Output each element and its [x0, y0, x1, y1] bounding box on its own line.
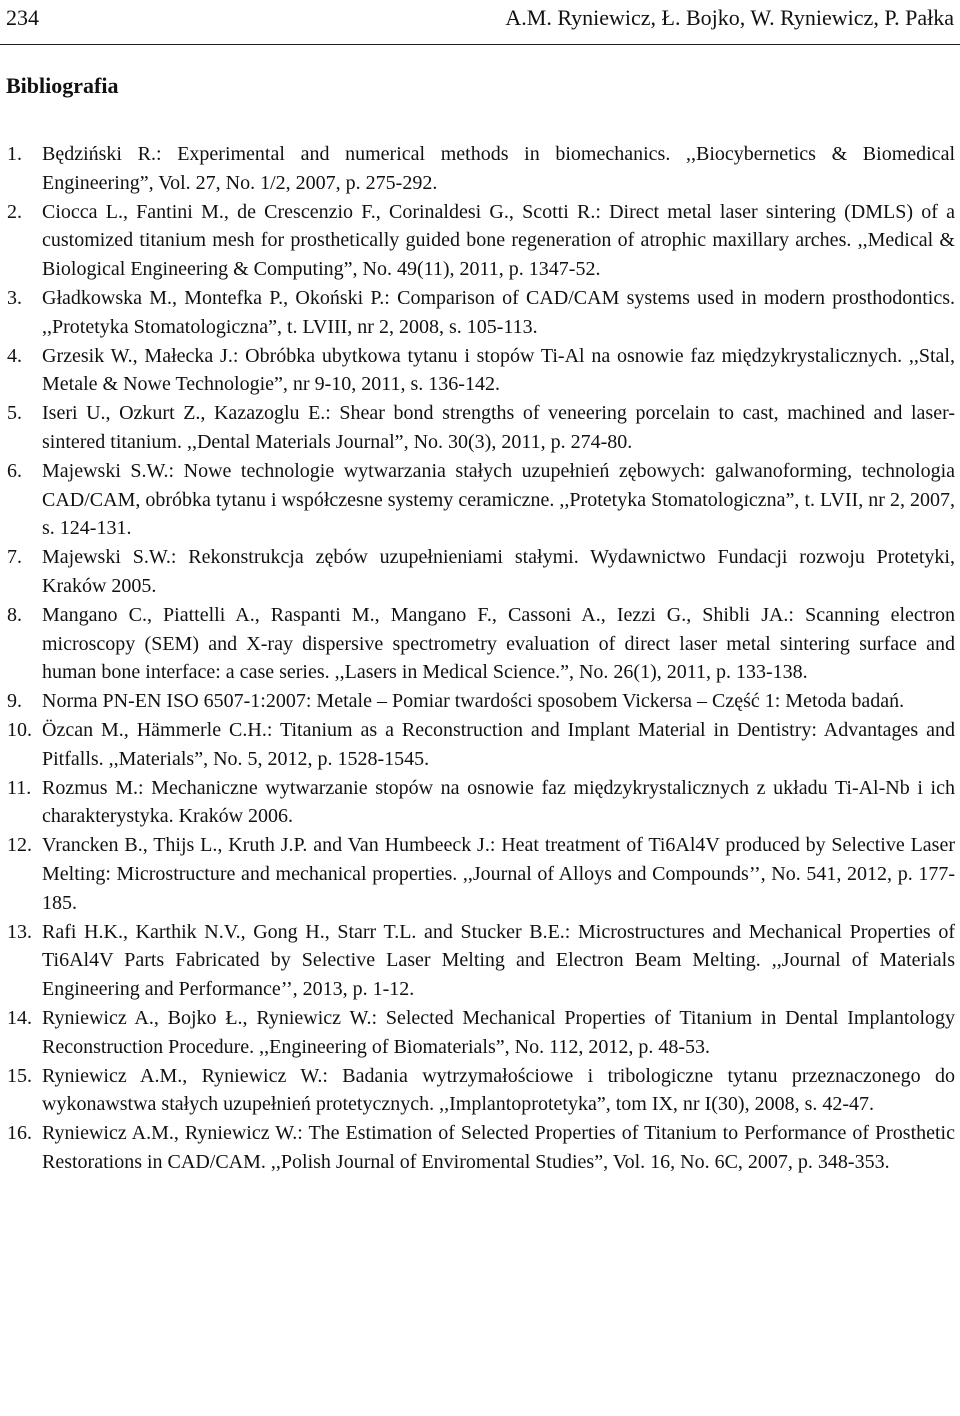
reference-number: 6. [7, 459, 22, 482]
page-number: 234 [6, 5, 39, 30]
reference-text: Rafi H.K., Karthik N.V., Gong H., Starr T.L. and Stucker B.E.: Microstructures and Mechanical Properties of Ti6Al4V Parts Fabricated by Selective Laser Melting and Electron Beam Melting. ,,Journal of Materials Engineering and Performance’’, 2013, p. 1-12. [42, 920, 955, 1001]
reference-item [0, 284, 955, 342]
reference-item [0, 342, 955, 400]
reference-text: Ryniewicz A.M., Ryniewicz W.: Badania wytrzymałościowe i tribologiczne tytanu przeznaczonego do wykonawstwa stałych uzupełnień protetycznych. ,,Implantoprotetyka”, tom IX, nr I(30), 2008, s. 42-47. [42, 1064, 955, 1116]
reference-number: 7. [7, 546, 22, 569]
reference-number: 4. [7, 344, 22, 367]
reference-number: 3. [7, 286, 22, 309]
reference-text: Vrancken B., Thijs L., Kruth J.P. and Van Humbeeck J.: Heat treatment of Ti6Al4V produced by Selective Laser Melting: Microstructure and mechanical properties. ,,Journal of Alloys and Compounds’’, No. 541, 2012, p. 177-185. [42, 834, 955, 914]
reference-text: Özcan M., Hämmerle C.H.: Titanium as a Reconstruction and Implant Material in Dentistry: Advantages and Pitfalls. ,,Materials”, No. 5, 2012, p. 1528-1545. [42, 718, 955, 770]
reference-text: Mangano C., Piattelli A., Raspanti M., Mangano F., Cassoni A., Iezzi G., Shibli JA.: Scanning electron microscopy (SEM) and X-ray dispersive spectrometry evaluation of direct laser metal sintering surface and human bone interface: a case series. ,,Lasers in Medical Science.”, No. 26(1), 2011, p. 133-138. [42, 603, 955, 684]
page-header [0, 0, 960, 45]
reference-number: 1. [7, 143, 22, 165]
reference-item [0, 716, 955, 774]
reference-number: 8. [7, 603, 22, 626]
reference-text: Norma PN-EN ISO 6507-1:2007: Metale – Pomiar twardości sposobem Vickersa – Część 1: Metoda badań. [42, 690, 905, 713]
reference-item [0, 198, 955, 284]
reference-item [0, 543, 955, 601]
reference-number: 5. [7, 402, 22, 425]
reference-text: Majewski S.W.: Rekonstrukcja zębów uzupełnieniami stałymi. Wydawnictwo Fundacji rozwoju Protetyki, Kraków 2005. [42, 546, 955, 597]
reference-text: Ryniewicz A., Bojko Ł., Ryniewicz W.: Selected Mechanical Properties of Titanium in Dental Implantology Reconstruction Procedure. ,,Engineering of Biomaterials”, No. 112, 2012, p. 48-53. [42, 1006, 955, 1058]
reference-item [0, 457, 955, 543]
reference-number: 16. [7, 1122, 32, 1145]
reference-text: Będziński R.: Experimental and numerical methods in biomechanics. ,,Biocybernetics & Biomedical Engineering”, Vol. 27, No. 1/2, 2007, p. 275-292. [42, 143, 955, 194]
reference-text: Iseri U., Ozkurt Z., Kazazoglu E.: Shear bond strengths of veneering porcelain to cast, machined and laser-sintered titanium. ,,Dental Materials Journal”, No. 30(3), 2011, p. 274-80. [42, 402, 955, 453]
reference-number: 9. [7, 690, 22, 713]
reference-number: 2. [7, 200, 22, 223]
reference-list [0, 140, 955, 1177]
reference-text: Gładkowska M., Montefka P., Okoński P.: Comparison of CAD/CAM systems used in modern prosthodontics. ,,Protetyka Stomatologiczna”, t. LVIII, nr 2, 2008, s. 105-113. [42, 286, 955, 338]
reference-number: 12. [7, 834, 32, 857]
reference-text: Majewski S.W.: Nowe technologie wytwarzania stałych uzupełnień zębowych: galwanoforming, technologia CAD/CAM, obróbka tytanu i współczesne systemy ceramiczne. ,,Protetyka Stomatologiczna”, t. LVII, nr 2, 2007, s. 124-131. [42, 459, 955, 540]
reference-number: 13. [7, 920, 32, 943]
reference-number: 11. [7, 776, 32, 799]
reference-number: 10. [7, 718, 32, 741]
reference-item [0, 831, 955, 917]
reference-item [0, 1004, 955, 1062]
reference-item [0, 1062, 955, 1120]
reference-item [0, 687, 955, 716]
reference-item [0, 918, 955, 1004]
reference-text: Ryniewicz A.M., Ryniewicz W.: The Estimation of Selected Properties of Titanium to Performance of Prosthetic Restorations in CAD/CAM. ,,Polish Journal of Enviromental Studies”, Vol. 16, No. 6C, 2007, p. 348-353. [42, 1122, 955, 1173]
reference-item [0, 601, 955, 687]
reference-text: Rozmus M.: Mechaniczne wytwarzanie stopów na osnowie faz międzykrystalicznych z układu Ti-Al-Nb i ich charakterystyka. Kraków 2006. [42, 776, 955, 828]
running-head-authors: A.M. Ryniewicz, Ł. Bojko, W. Ryniewicz, P. Pałka [505, 5, 954, 30]
reference-text: Grzesik W., Małecka J.: Obróbka ubytkowa tytanu i stopów Ti-Al na osnowie faz międzykrystalicznych. ,,Stal, Metale & Nowe Technologie”, nr 9-10, 2011, s. 136-142. [42, 344, 955, 396]
reference-item [0, 399, 955, 457]
reference-item [0, 140, 955, 198]
reference-item [0, 774, 955, 832]
reference-item [0, 1119, 955, 1177]
reference-number: 14. [7, 1006, 32, 1029]
section-title: Bibliografia [6, 73, 119, 98]
reference-text: Ciocca L., Fantini M., de Crescenzio F., Corinaldesi G., Scotti R.: Direct metal laser sintering (DMLS) of a customized titanium mesh for prosthetically guided bone regeneration of atrophic maxillary arches. ,,Medical & Biological Engineering & Computing”, No. 49(11), 2011, p. 1347-52. [42, 200, 955, 281]
reference-number: 15. [7, 1064, 32, 1087]
